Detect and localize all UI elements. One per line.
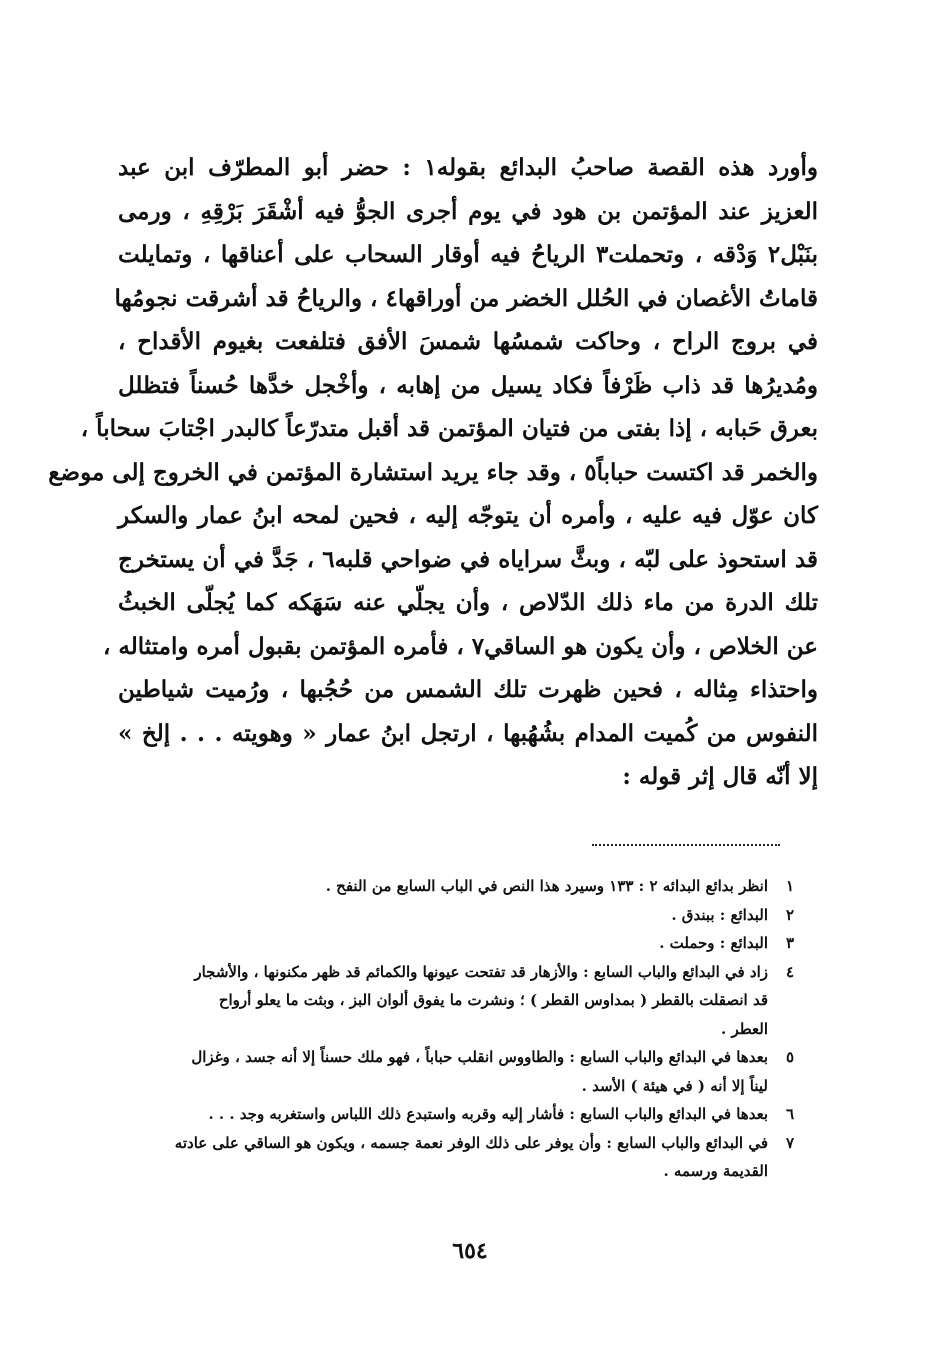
footnote-line: ليناً إلا أنه ( في هيئة ) الأسد .: [581, 1076, 768, 1095]
footnote-line: البدائع : ببندق .: [671, 905, 768, 924]
footnote-line: في البدائع والباب السابع : وأن يوفر على ذلك الوفر نعمة جسمه ، ويكون هو الساقي على عادته: [174, 1133, 768, 1152]
text-line: قد استحوذ على لبّه ، وبثَّ سراياه في ضواحي قلبه٦ ، جَدَّ في أن يستخرج: [118, 545, 818, 573]
page-number: ٦٥٤: [452, 1238, 488, 1264]
footnote-text: [104, 901, 768, 930]
text-line: عن الخلاص ، وأن يكون هو الساقي٧ ، فأمره المؤتمن بقبول أمره وامتثاله ،: [102, 632, 818, 660]
footnote-text: [104, 929, 768, 958]
footnote-line: زاد في البدائع والباب السابع : والأزهار قد تفتحت عيونها والكمائم قد ظهر مكنونها ، والأشجار: [194, 962, 768, 981]
footnote-text: [104, 1129, 768, 1186]
footnote-text: [104, 1100, 768, 1129]
text-line: واحتذاء مِثاله ، فحين ظهرت تلك الشمس من حُجُبها ، ورُميت شياطين: [118, 676, 818, 703]
footnote-line: بعدها في البدائع والباب السابع : والطاووس انقلب حباباً ، فهو ملك حسناً إلا أنه جسد ، وغزال: [191, 1048, 768, 1066]
footnote-line: بعدها في البدائع والباب السابع : فأشار إليه وقربه واستبدع ذلك اللباس واستغربه وجد . . .: [208, 1105, 768, 1123]
footnote-number: ٦: [785, 1105, 794, 1123]
text-line: إلا أنّه قال إثر قوله :: [622, 763, 818, 790]
text-line: وأورد هذه القصة صاحبُ البدائع بقوله١ : حضر أبو المطرّف ابن عبد: [118, 154, 818, 181]
footnote-item: [104, 929, 794, 958]
footnote-item: [104, 901, 794, 930]
footnote-text: [104, 958, 768, 1044]
main-text-block: [48, 146, 818, 799]
footnote-number: ٥: [785, 1048, 794, 1066]
footnote-number: ٤: [785, 962, 794, 981]
text-line: بعرق حَبابه ، إذا بفتى من فتيان المؤتمن قد أقبل متدرّعاً كالبدر اجْتابَ سحاباً ،: [80, 415, 818, 442]
footnote-line: انظر بدائع البدائه ٢ : ١٣٣ وسيرد هذا النص في الباب السابع من النفح .: [325, 877, 768, 895]
footnotes-block: [104, 872, 794, 1186]
footnote-number: ٧: [785, 1133, 794, 1152]
footnote-number: ١: [785, 877, 794, 895]
text-line: تلك الدرة من ماء ذلك الدّلاص ، وأن يجلّي عنه سَهَكه كما يُجلّى الخبثُ: [118, 589, 818, 616]
footnote-line: قد انصقلت بالقطر ( بمداوس القطر ) ؛ ونشرت ما يفوق ألوان البز ، وبثت ما يعلو أرواح: [218, 991, 768, 1009]
footnote-divider: [592, 844, 780, 846]
footnote-item: [104, 1043, 794, 1100]
text-line: بنَبْل٢ وَدْقه ، وتحملت٣ الرياحُ فيه أوقار السحاب على أعناقها ، وتمايلت: [118, 241, 818, 268]
text-line: النفوس من كُميت المدام بشُهُبها ، ارتجل ابنُ عمار « وهويته . . . إلخ »: [118, 719, 818, 747]
text-line: والخمر قد اكتست حباباً٥ ، وقد جاء يريد استشارة المؤتمن في الخروج إلى موضع: [48, 458, 818, 486]
footnote-text: [104, 872, 768, 901]
text-line: ومُديرُها قد ذاب ظَرْفاً فكاد يسيل من إهابه ، وأخْجل خدَّها حُسناً فتظلل: [118, 371, 818, 399]
text-line: قاماتُ الأغصان في الحُلل الخضر من أوراقها٤ ، والرياحُ قد أشرقت نجومُها: [114, 284, 818, 312]
footnote-line: العطر .: [721, 1019, 768, 1038]
footnote-number: ٣: [785, 934, 794, 952]
footnote-item: [104, 1100, 794, 1129]
text-line: في بروج الراح ، وحاكت شمسُها شمسَ الأفق فتلفعت بغيوم الأقداح ،: [118, 328, 818, 355]
text-line: العزيز عند المؤتمن بن هود في يوم أجرى الجوُّ فيه أشْقَرَ بَرْقِهِ ، ورمى: [118, 197, 818, 225]
text-line: كان عوّل فيه عليه ، وأمره أن يتوجّه إليه ، فحين لمحه ابنُ عمار والسكر: [118, 502, 818, 529]
footnote-line: البدائع : وحملت .: [659, 934, 768, 952]
footnote-item: [104, 1129, 794, 1186]
footnote-item: [104, 958, 794, 1044]
footnote-item: [104, 872, 794, 901]
footnote-number: ٢: [785, 905, 794, 924]
footnote-text: [104, 1043, 768, 1100]
footnote-line: القديمة ورسمه .: [663, 1162, 768, 1180]
